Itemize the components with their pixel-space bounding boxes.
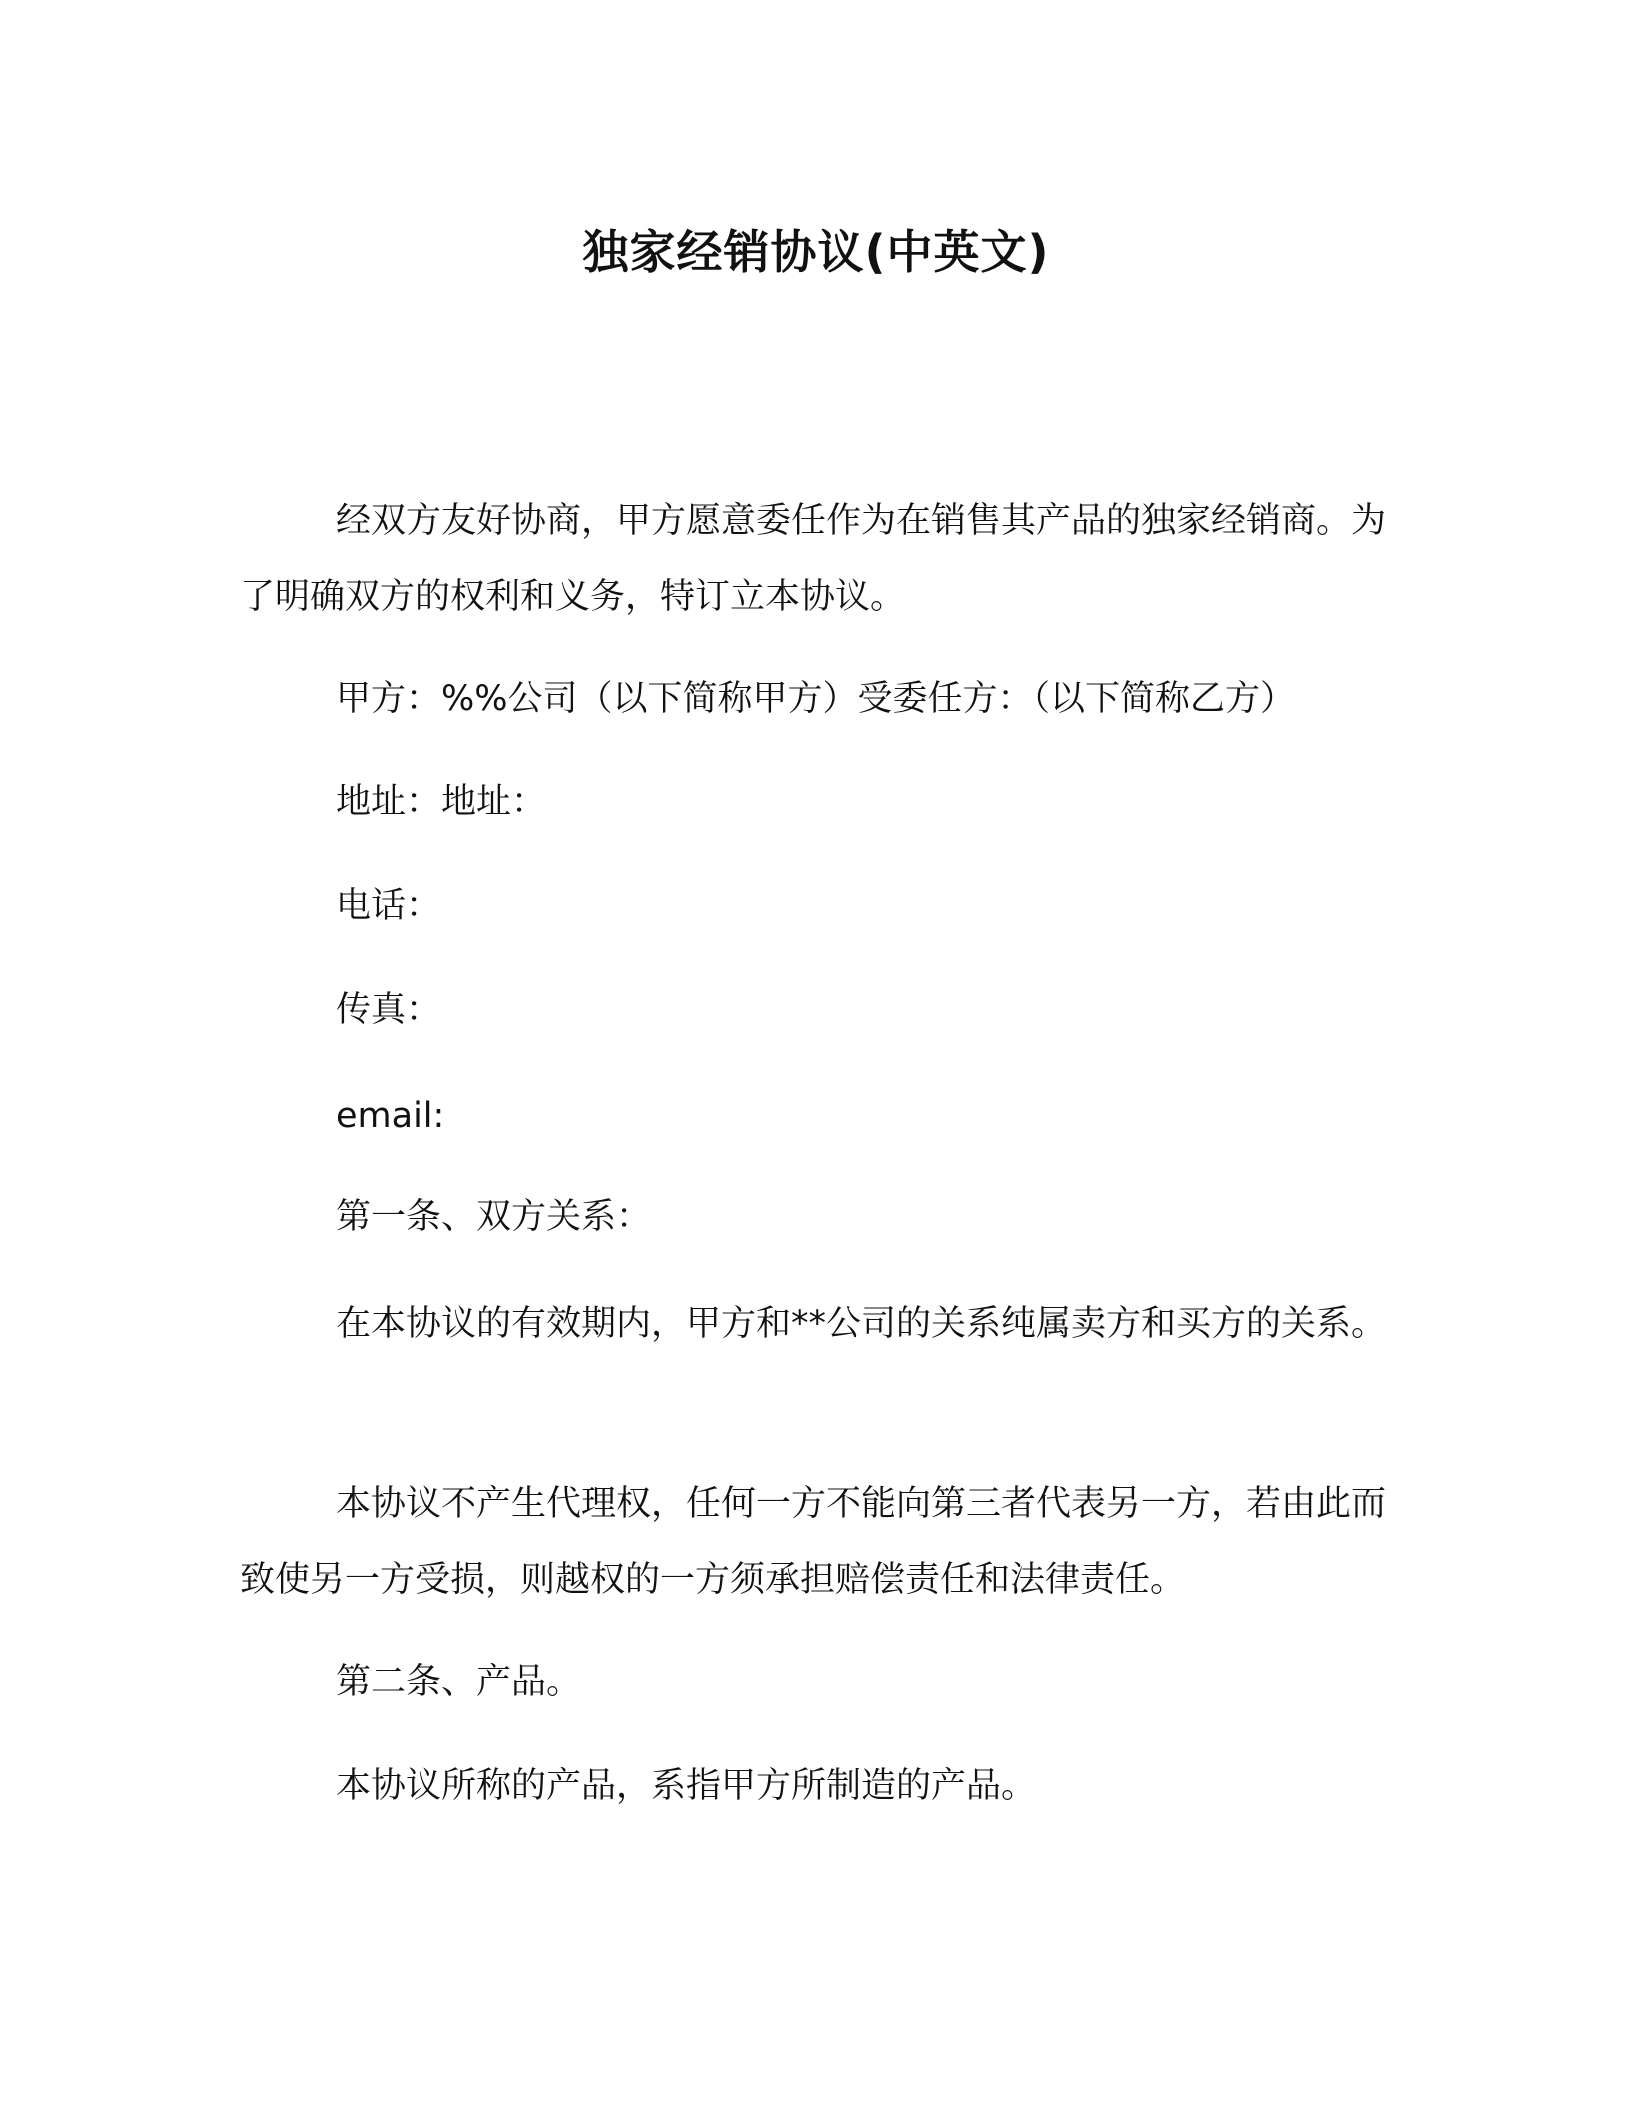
- intro-paragraph: 经双方友好协商，甲方愿意委任作为在销售其产品的独家经销商。为了明确双方的权利和义务，特订立本协议。: [240, 501, 1387, 617]
- article-2-paragraph-1: 本协议所称的产品，系指甲方所制造的产品。: [336, 1766, 1037, 1806]
- phone-line: 电话：: [336, 886, 442, 926]
- address-line: 地址：地址：: [336, 782, 547, 822]
- email-line: email:: [336, 1096, 445, 1136]
- article-1-paragraph-1: 在本协议的有效期内，甲方和**公司的关系纯属卖方和买方的关系。: [336, 1304, 1387, 1344]
- article-2-heading: 第二条、产品。: [336, 1662, 582, 1702]
- article-1-paragraph-2: 本协议不产生代理权，任何一方不能向第三者代表另一方，若由此而致使另一方受损，则越权的一方须承担赔偿责任和法律责任。: [240, 1484, 1387, 1600]
- fax-line: 传真：: [336, 990, 442, 1030]
- article-1-heading: 第一条、双方关系：: [336, 1197, 652, 1237]
- parties-line: 甲方：%%公司（以下简称甲方）受委任方：（以下简称乙方）: [336, 679, 1296, 719]
- document-title: 独家经销协议(中英文): [582, 225, 1050, 279]
